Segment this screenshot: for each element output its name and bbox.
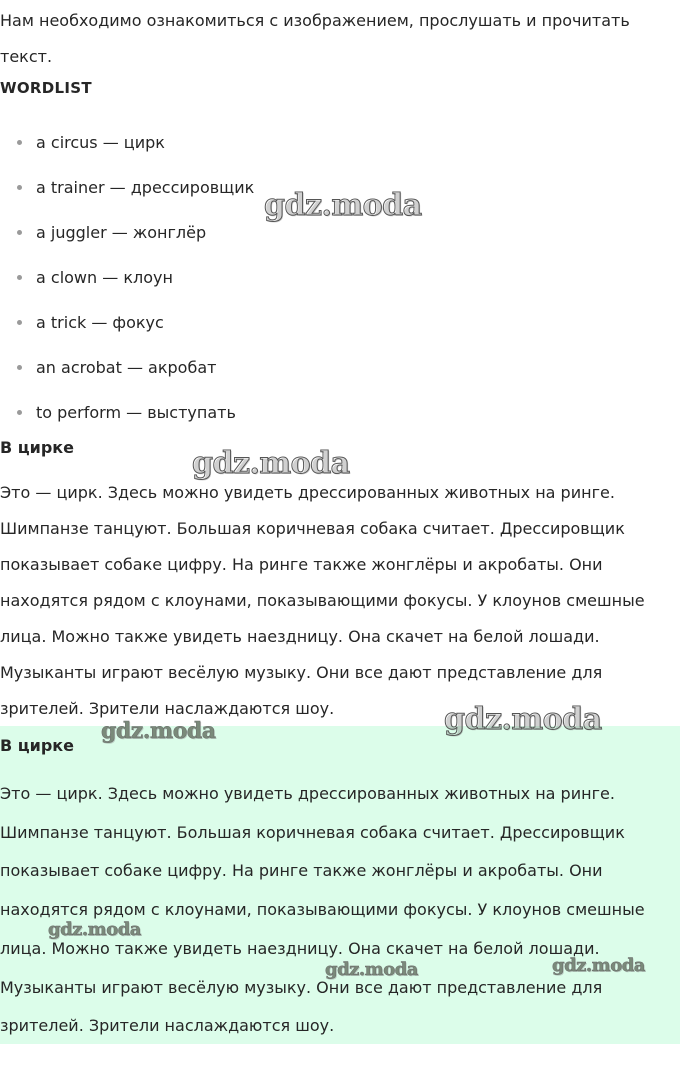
watermark-logo: gdz.moda	[444, 702, 602, 737]
list-item	[0, 390, 254, 435]
list-item	[0, 210, 254, 255]
watermark-logo: gdz.moda	[552, 955, 645, 976]
list-item	[0, 165, 254, 210]
bullet-icon	[17, 230, 22, 235]
watermark-logo: gdz.moda	[48, 919, 141, 940]
list-item	[0, 300, 254, 345]
bullet-icon	[17, 320, 22, 325]
wordlist-entry: a juggler — жонглёр	[36, 223, 207, 242]
wordlist	[0, 120, 254, 435]
answer-title: В цирке	[0, 736, 74, 755]
answer-text: Это — цирк. Здесь можно увидеть дрессированных животных на ринге. Шимпанзе танцуют. Большая коричневая собака считает. Дрессировщик показывает собаке цифру. На ринге также жонглёры и акробаты. Они находятся рядом с клоунами, показывающими фокусы. У клоунов смешные лица. Можно также увидеть наездницу. Она скачет на белой лошади. Музыканты играют весёлую музыку. Они все дают представление для зрителей. Зрители наслаждаются шоу.	[0, 784, 645, 1036]
list-item	[0, 345, 254, 390]
list-item	[0, 255, 254, 300]
watermark-logo: gdz.moda	[264, 188, 422, 223]
intro-text: Нам необходимо ознакомиться с изображением, прослушать и прочитать текст.	[0, 11, 630, 66]
bullet-icon	[17, 185, 22, 190]
bullet-icon	[17, 365, 22, 370]
wordlist-entry: a trick — фокус	[36, 313, 164, 332]
wordlist-entry: a circus — цирк	[36, 133, 165, 152]
wordlist-entry: a clown — клоун	[36, 268, 173, 287]
story-title: В цирке	[0, 438, 74, 457]
watermark-logo: gdz.moda	[192, 446, 350, 481]
watermark-logo: gdz.moda	[325, 959, 418, 980]
wordlist-entry: an acrobat — акробат	[36, 358, 217, 377]
list-item	[0, 120, 254, 165]
wordlist-entry: a trainer — дрессировщик	[36, 178, 255, 197]
bullet-icon	[17, 275, 22, 280]
wordlist-heading: WORDLIST	[0, 79, 92, 97]
watermark-logo: gdz.moda	[101, 718, 216, 744]
story-text: Это — цирк. Здесь можно увидеть дрессированных животных на ринге. Шимпанзе танцуют. Большая коричневая собака считает. Дрессировщик показывает собаке цифру. На ринге также жонглёры и акробаты. Они находятся рядом с клоунами, показывающими фокусы. У клоунов смешные лица. Можно также увидеть наездницу. Она скачет на белой лошади. Музыканты играют весёлую музыку. Они все дают представление для зрителей. Зрители наслаждаются шоу.	[0, 483, 645, 718]
bullet-icon	[17, 410, 22, 415]
wordlist-entry: to perform — выступать	[36, 403, 236, 422]
bullet-icon	[17, 140, 22, 145]
answer-box	[0, 726, 680, 1044]
